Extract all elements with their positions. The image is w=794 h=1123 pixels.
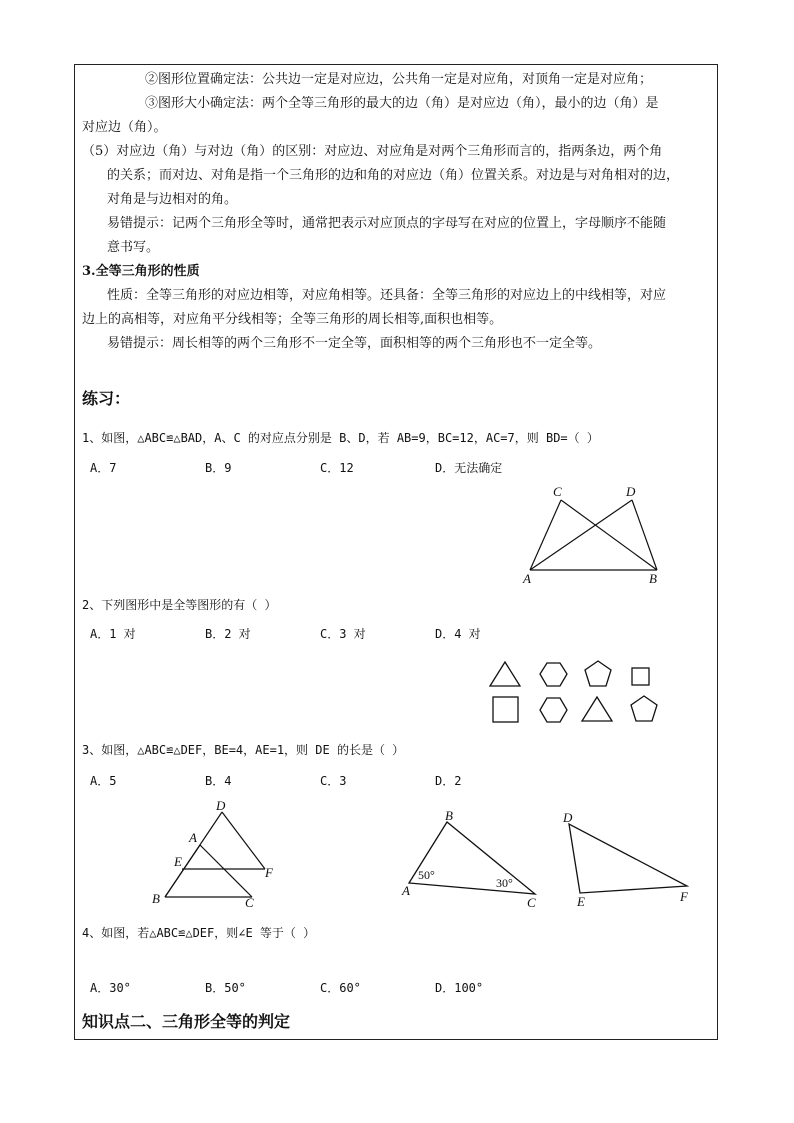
q4-label-a: A [402,883,410,898]
q2-option-a: A．1 对 [90,627,136,641]
q4-option-a: A．30° [90,981,131,995]
q2-option-b: B．2 对 [205,627,251,641]
rule-position: ②图形位置确定法：公共边一定是对应边，公共角一定是对应角，对顶角一定是对应角； [145,72,653,87]
q3-label-e: E [174,854,182,869]
q1-option-a: A．7 [90,461,117,475]
item5-line1: （5）对应边（角）与对边（角）的区别：对应边、对应角是对两个三角形而言的，指两条边，两个角 [82,144,663,159]
q3-label-d: D [216,798,226,813]
q4-label-d: D [563,810,573,825]
q4-label-c: C [527,895,536,910]
q1-label-d: D [626,484,636,499]
q4-stem: 4、如图，若△ABC≌△DEF，则∠E 等于（ ） [82,926,316,940]
section3-heading: 3.全等三角形的性质 [82,264,200,279]
q3-option-b: B．4 [205,774,232,788]
q4-angle-c: 30° [496,876,513,890]
section3-tip: 易错提示：周长相等的两个三角形不一定全等，面积相等的两个三角形也不一定全等。 [107,336,602,351]
q3-label-f: F [265,865,273,880]
q3-option-a: A．5 [90,774,117,788]
section3-property-line1: 性质：全等三角形的对应边相等，对应角相等。还具备：全等三角形的对应边上的中线相等，对应 [107,288,667,303]
q3-label-c: C [245,895,254,910]
q4-triangle-abc [409,822,535,894]
q3-option-d: D．2 [435,774,462,788]
next-section-heading: 知识点二、三角形全等的判定 [82,1012,291,1031]
q4-label-e: E [577,894,585,909]
q3-option-c: C．3 [320,774,347,788]
q2-option-c: C．3 对 [320,627,366,641]
item5-tip-line2: 意书写。 [107,240,160,255]
q1-option-d: D．无法确定 [435,461,503,475]
item5-line3: 对角是与边相对的角。 [107,192,238,207]
q1-stem: 1、如图，△ABC≌△BAD，A、C 的对应点分别是 B、D，若 AB=9，BC=12，AC=7，则 BD=（ ） [82,431,599,445]
item5-line2: 的关系；而对边、对角是指一个三角形的边和角的对应边（角）位置关系。对边是与对角相对的边， [107,168,680,183]
q2-option-d: D．4 对 [435,627,481,641]
q4-option-d: D．100° [435,981,484,995]
q3-label-b: B [152,891,160,906]
q4-angle-a: 50° [418,868,435,882]
rule-size-line1: ③图形大小确定法：两个全等三角形的最大的边（角）是对应边（角），最小的边（角）是 [145,96,659,111]
q1-label-a: A [523,571,531,586]
q1-option-b: B．9 [205,461,232,475]
q1-label-c: C [553,484,562,499]
q4-label-b: B [445,808,453,823]
q1-option-c: C．12 [320,461,354,475]
q4-label-f: F [680,889,688,904]
q3-stem: 3、如图，△ABC≌△DEF，BE=4，AE=1，则 DE 的长是（ ） [82,743,405,757]
q3-label-a: A [189,830,197,845]
item5-tip-line1: 易错提示：记两个三角形全等时，通常把表示对应顶点的字母写在对应的位置上，字母顺序不能随 [107,216,667,231]
q2-stem: 2、下列图形中是全等图形的有（ ） [82,598,277,612]
q4-option-b: B．50° [205,981,246,995]
section3-property-line2: 边上的高相等，对应角平分线相等；全等三角形的周长相等,面积也相等。 [82,312,503,327]
q4-triangle-def [569,824,687,893]
q4-option-c: C．60° [320,981,361,995]
rule-size-line2: 对应边（角）。 [82,120,167,135]
q1-label-b: B [649,571,657,586]
practice-heading: 练习： [82,389,131,408]
